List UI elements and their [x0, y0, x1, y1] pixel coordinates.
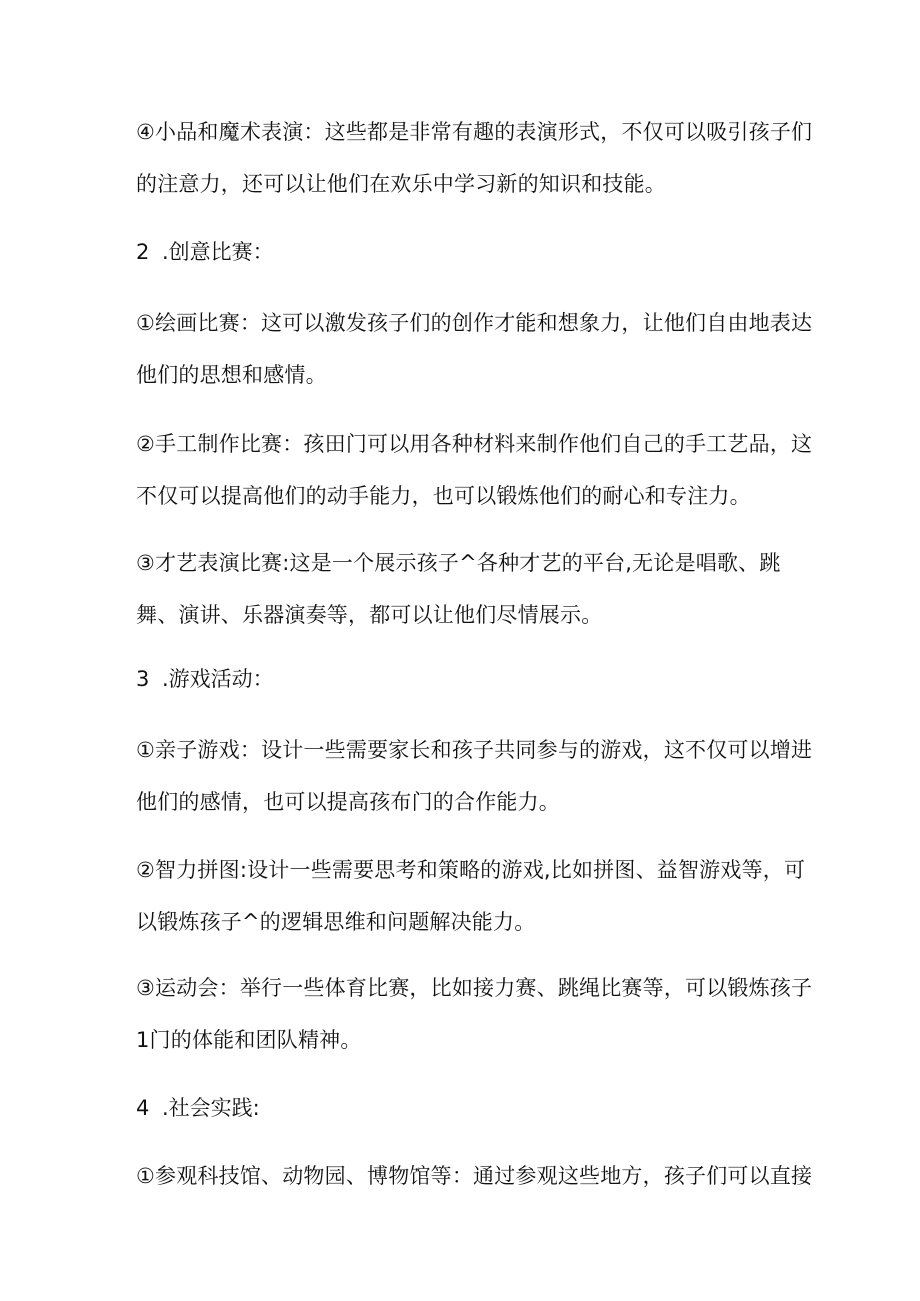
paragraph-parent-child-games — [136, 724, 813, 828]
text-line: ①绘画比赛：这可以激发孩子们的创作才能和想象力，让他们自由地表达 — [136, 311, 813, 335]
paragraph-magic-show — [136, 106, 813, 210]
paragraph-sports-meet — [136, 962, 813, 1066]
paragraph-handcraft-contest — [136, 418, 813, 522]
text-line: 1门的体能和团队精神。 — [136, 1028, 362, 1052]
section-title: .创意比赛： — [162, 240, 274, 264]
section-heading-social-practice — [136, 1082, 260, 1134]
text-line: ②智力拼图:设计一些需要思考和策略的游戏,比如拼图、益智游戏等，可 — [136, 858, 806, 882]
section-heading-game-activities — [136, 653, 274, 705]
text-line: 他们的感情，也可以提高孩布门的合作能力。 — [136, 790, 560, 814]
text-line: 他们的思想和感情。 — [136, 363, 327, 387]
paragraph-puzzle-games — [136, 844, 806, 948]
paragraph-visits — [136, 1150, 813, 1202]
section-title: .游戏活动： — [162, 667, 274, 691]
paragraph-drawing-contest — [136, 297, 813, 401]
text-line: 的注意力，还可以让他们在欢乐中学习新的知识和技能。 — [136, 172, 666, 196]
section-number: 3 — [136, 667, 150, 691]
text-line: 不仅可以提高他们的动手能力，也可以锻炼他们的耐心和专注力。 — [136, 484, 751, 508]
section-number: 2 — [136, 240, 150, 264]
text-line: 舞、演讲、乐器演奏等，都可以让他们尽情展示。 — [136, 603, 603, 627]
text-line: ③运动会：举行一些体育比赛，比如接力赛、跳绳比赛等，可以锻炼孩子 — [136, 976, 813, 1000]
text-line: 以锻炼孩子^的逻辑思维和问题解决能力。 — [136, 910, 536, 934]
text-line: ④小品和魔术表演：这些都是非常有趣的表演形式，不仅可以吸引孩子们 — [136, 120, 813, 144]
section-number: 4 — [136, 1096, 150, 1120]
text-line: ①参观科技馆、动物园、博物馆等：通过参观这些地方，孩子们可以直接 — [136, 1164, 813, 1188]
text-line: ①亲子游戏：设计一些需要家长和孩子共同参与的游戏，这不仅可以增进 — [136, 738, 813, 762]
text-line: ③才艺表演比赛:这是一个展示孩子^各种才艺的平台,无论是唱歌、跳 — [136, 551, 781, 575]
text-line: ②手工制作比赛：孩田门可以用各种材料来制作他们自己的手工艺品，这 — [136, 432, 813, 456]
section-heading-creative-contest — [136, 226, 274, 278]
paragraph-talent-show — [136, 537, 796, 641]
section-title: .社会实践: — [162, 1096, 260, 1120]
